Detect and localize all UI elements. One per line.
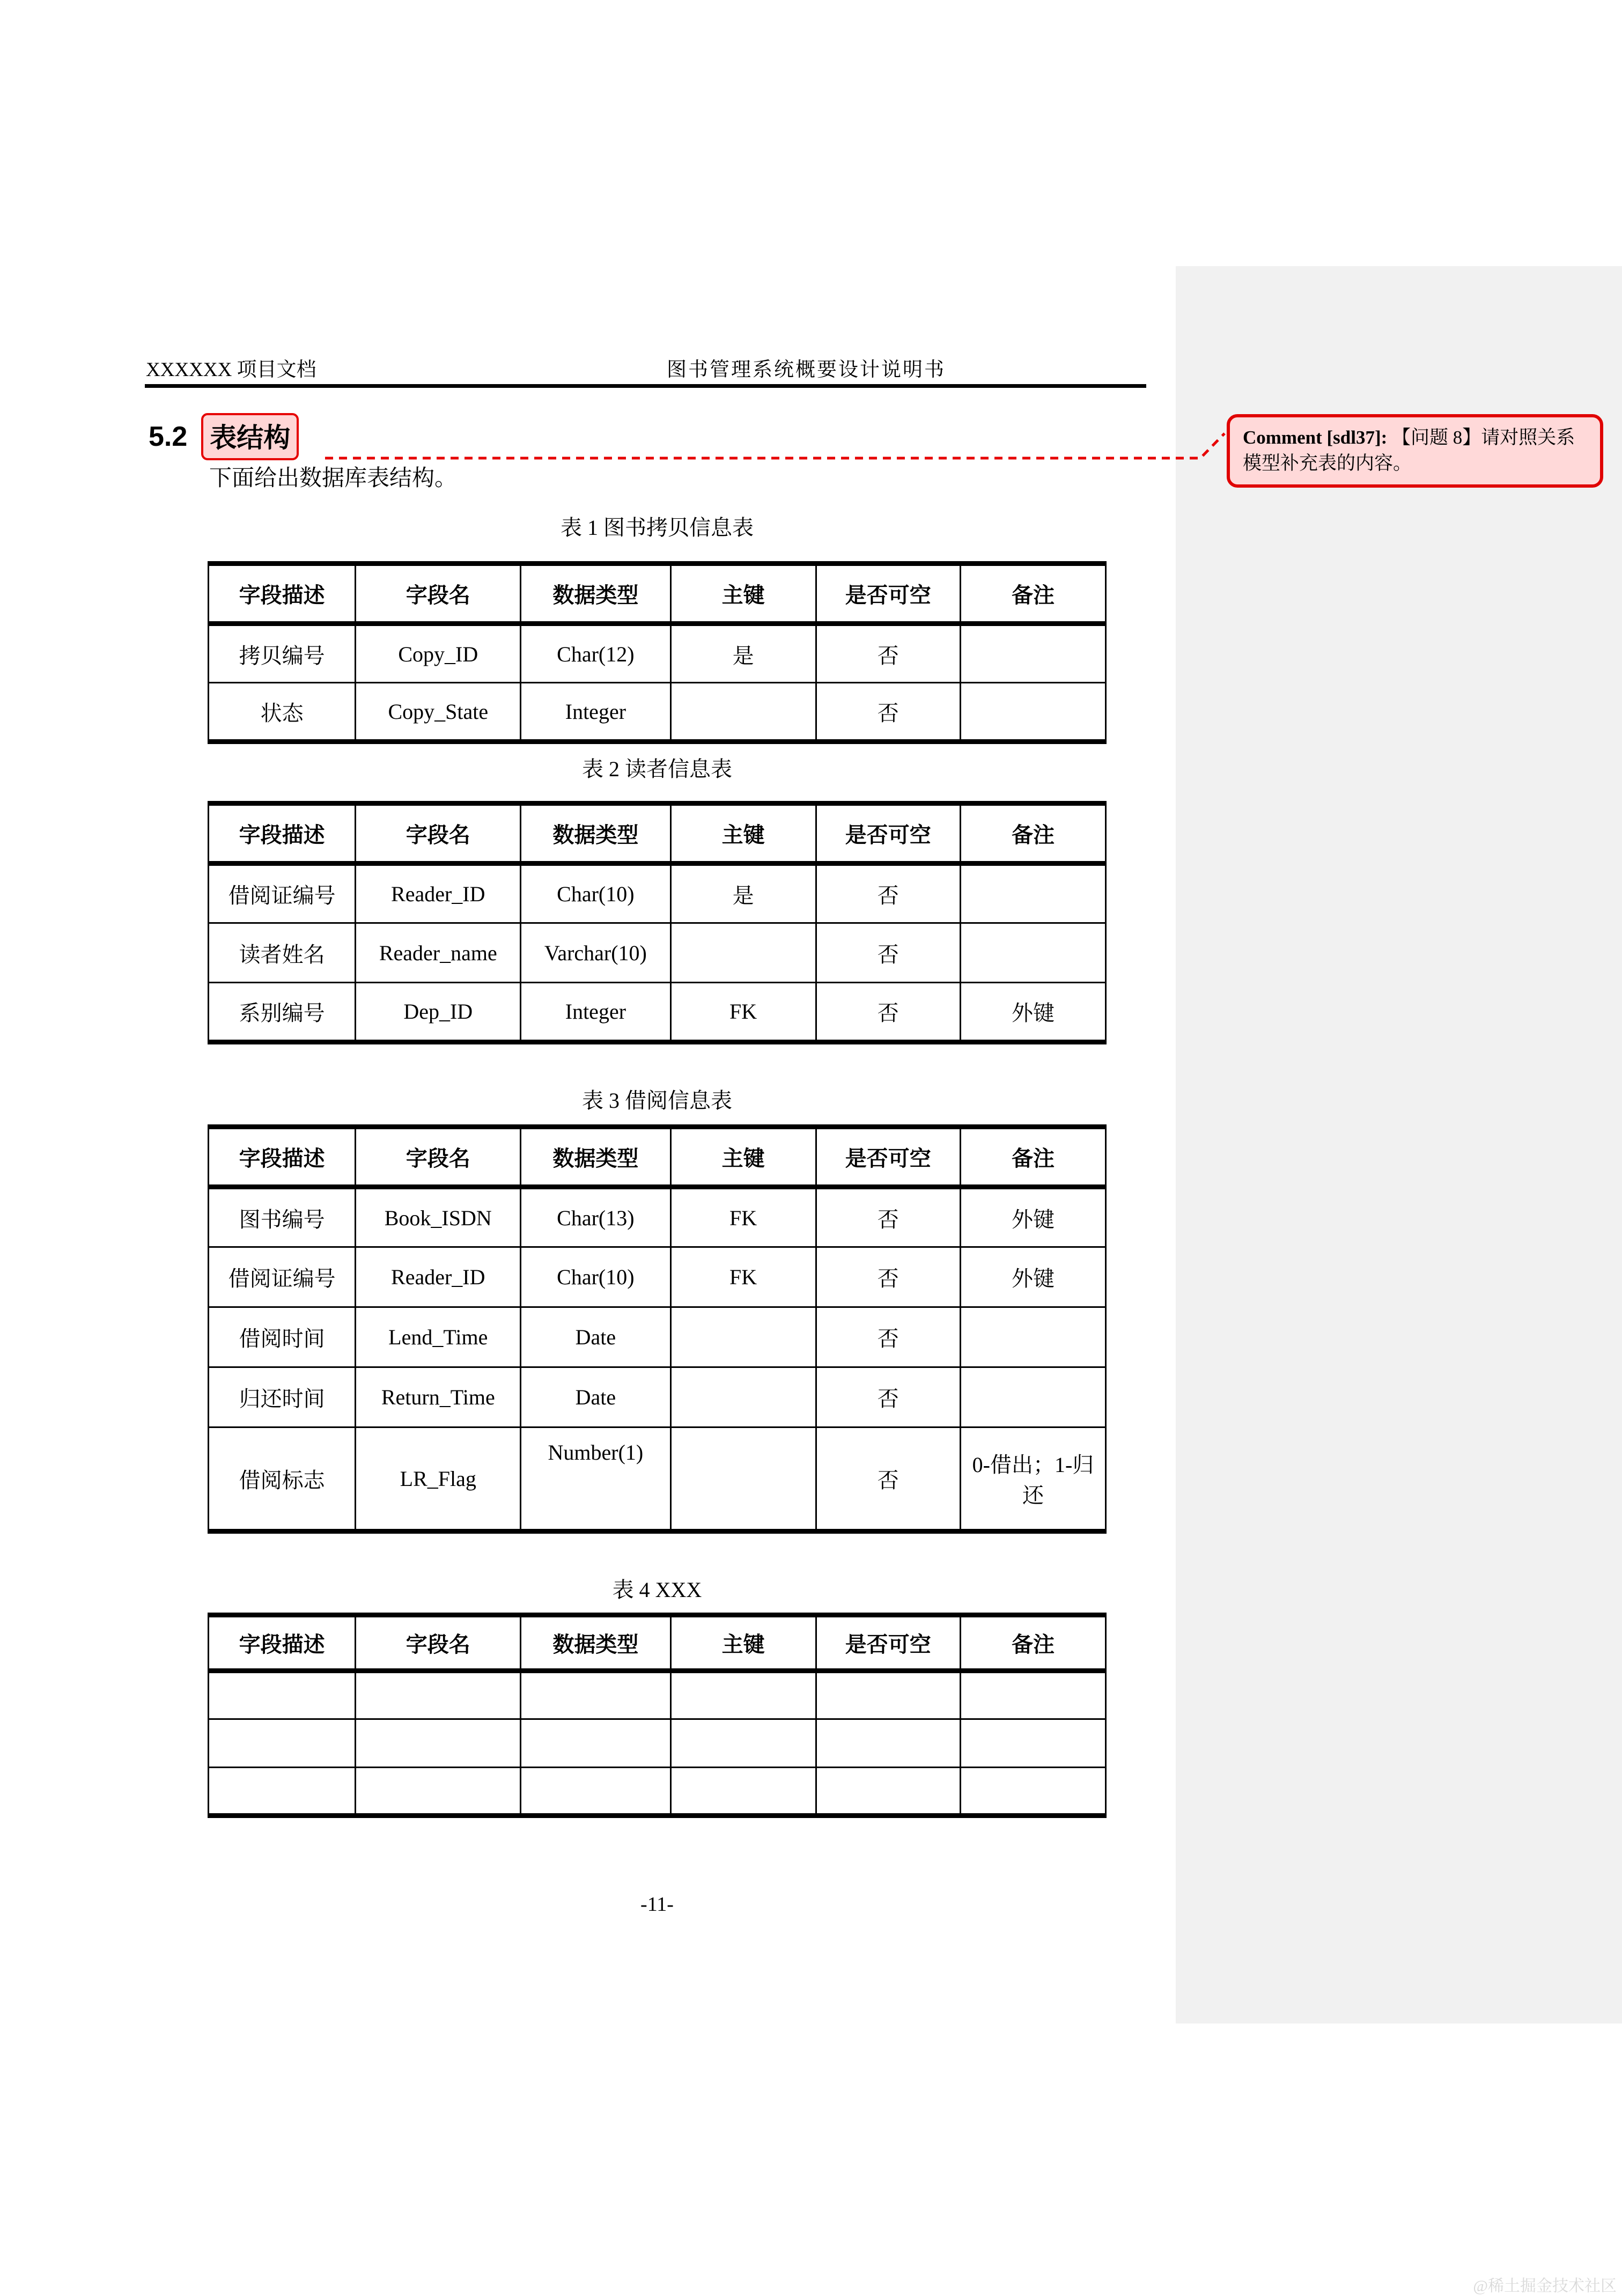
column-header: 数据类型 [521,804,670,864]
table-row [209,1247,1106,1307]
table-cell: Char(10) [521,1247,670,1307]
table-cell: Number(1) [521,1427,670,1532]
table-row [209,983,1106,1042]
table-cell [670,1768,816,1816]
table-cell [670,1671,816,1719]
column-header: 字段名 [356,564,521,624]
table-cell: 系别编号 [209,983,356,1042]
table-cell: 否 [816,624,960,683]
field-table-4 [208,1613,1107,1818]
table-caption: 表 1 图书拷贝信息表 [561,516,754,540]
table-row [209,923,1106,983]
table-cell: 否 [816,1247,960,1307]
table-cell: 是 [670,864,816,923]
table-cell: Book_ISDN [356,1187,521,1247]
field-table-1 [208,561,1107,744]
column-header: 字段描述 [209,804,356,864]
table-cell: Copy_State [356,683,521,742]
table-cell [209,1719,356,1768]
table-cell: Varchar(10) [521,923,670,983]
table-cell [521,1768,670,1816]
table-cell: LR_Flag [356,1427,521,1532]
column-header: 备注 [960,804,1105,864]
column-header: 主键 [670,564,816,624]
table-cell [670,1307,816,1367]
table-cell: Reader_ID [356,864,521,923]
column-header: 字段描述 [209,1615,356,1671]
column-header: 数据类型 [521,1615,670,1671]
table-row [209,1367,1106,1427]
table-cell: 否 [816,1367,960,1427]
column-header: 主键 [670,804,816,864]
table-row [209,1719,1106,1768]
table-cell: Integer [521,983,670,1042]
table-cell: Reader_ID [356,1247,521,1307]
table-cell [670,1719,816,1768]
table-cell: FK [670,1187,816,1247]
column-header: 字段名 [356,1615,521,1671]
table-cell: 否 [816,923,960,983]
table-cell [670,1427,816,1532]
table-cell: 外键 [960,1247,1105,1307]
column-header: 是否可空 [816,564,960,624]
table-cell [960,1719,1105,1768]
page-number: -11- [640,1893,674,1916]
table-cell [356,1671,521,1719]
comment-text: 【问题 8】请对照关系模型补充表的内容。 [1243,427,1575,474]
table-cell [960,1671,1105,1719]
table-caption: 表 4 XXX [612,1578,702,1602]
table-cell: 是 [670,624,816,683]
table-cell [960,624,1105,683]
section-heading [149,413,299,460]
intro-paragraph: 下面给出数据库表结构。 [209,466,458,491]
table-caption: 表 3 借阅信息表 [582,1088,732,1113]
column-header: 字段名 [356,1127,521,1187]
watermark: @稀土掘金技术社区 [1473,2277,1617,2295]
column-header: 字段描述 [209,564,356,624]
table-cell: Integer [521,683,670,742]
table-cell: Return_Time [356,1367,521,1427]
table-row [209,1671,1106,1719]
table-cell [960,923,1105,983]
table-cell: 状态 [209,683,356,742]
table-cell [960,1768,1105,1816]
table-row [209,864,1106,923]
column-header: 字段描述 [209,1127,356,1187]
table-cell: 归还时间 [209,1367,356,1427]
table-cell: 否 [816,1307,960,1367]
column-header: 是否可空 [816,804,960,864]
table-cell [209,1768,356,1816]
table-cell: Char(13) [521,1187,670,1247]
table-cell: FK [670,983,816,1042]
table-cell: 拷贝编号 [209,624,356,683]
table-row [209,1187,1106,1247]
column-header: 数据类型 [521,564,670,624]
table-cell: 否 [816,683,960,742]
table-cell: 图书编号 [209,1187,356,1247]
column-header: 是否可空 [816,1127,960,1187]
page-header-left: XXXXXX 项目文档 [146,359,316,381]
page-header-right: 图书管理系统概要设计说明书 [667,359,946,381]
column-header: 主键 [670,1615,816,1671]
table-cell [356,1719,521,1768]
table-row [209,1307,1106,1367]
table-cell: 0-借出；1-归还 [960,1427,1105,1532]
table-cell [960,1307,1105,1367]
table-row [209,1427,1106,1532]
column-header: 数据类型 [521,1127,670,1187]
column-header: 字段名 [356,804,521,864]
field-table-2 [208,801,1107,1044]
table-cell: 否 [816,864,960,923]
table-cell [670,1367,816,1427]
table-cell: 外键 [960,983,1105,1042]
table-cell [670,683,816,742]
column-header: 主键 [670,1127,816,1187]
comment-author-label: Comment [sdl37]: [1243,427,1392,448]
table-cell [670,923,816,983]
table-cell: Reader_name [356,923,521,983]
column-header: 备注 [960,1127,1105,1187]
field-table-3 [208,1124,1107,1534]
table-cell [816,1671,960,1719]
comment-margin-panel [1176,266,1622,2023]
header-rule [145,384,1146,388]
table-row [209,624,1106,683]
table-caption: 表 2 读者信息表 [582,757,732,781]
table-cell [960,683,1105,742]
section-number: 5.2 [149,421,188,452]
table-cell [209,1671,356,1719]
table-cell: Char(10) [521,864,670,923]
table-cell [521,1671,670,1719]
table-cell: 外键 [960,1187,1105,1247]
table-cell: 借阅时间 [209,1307,356,1367]
review-comment-balloon [1227,414,1603,488]
table-cell: Copy_ID [356,624,521,683]
table-cell [356,1768,521,1816]
table-cell: 借阅证编号 [209,1247,356,1307]
column-header: 备注 [960,564,1105,624]
table-cell: 否 [816,1187,960,1247]
table-cell [816,1719,960,1768]
table-cell [960,1367,1105,1427]
table-cell [960,864,1105,923]
table-cell: Char(12) [521,624,670,683]
table-cell: Date [521,1367,670,1427]
table-cell [521,1719,670,1768]
table-row [209,1768,1106,1816]
table-cell: 借阅标志 [209,1427,356,1532]
table-cell: Date [521,1307,670,1367]
table-cell: 否 [816,983,960,1042]
table-cell: 否 [816,1427,960,1532]
table-cell: Dep_ID [356,983,521,1042]
table-cell [816,1768,960,1816]
section-title-highlighted: 表结构 [201,413,299,460]
table-cell: Lend_Time [356,1307,521,1367]
table-row [209,683,1106,742]
table-cell: FK [670,1247,816,1307]
column-header: 备注 [960,1615,1105,1671]
column-header: 是否可空 [816,1615,960,1671]
table-cell: 读者姓名 [209,923,356,983]
table-cell: 借阅证编号 [209,864,356,923]
